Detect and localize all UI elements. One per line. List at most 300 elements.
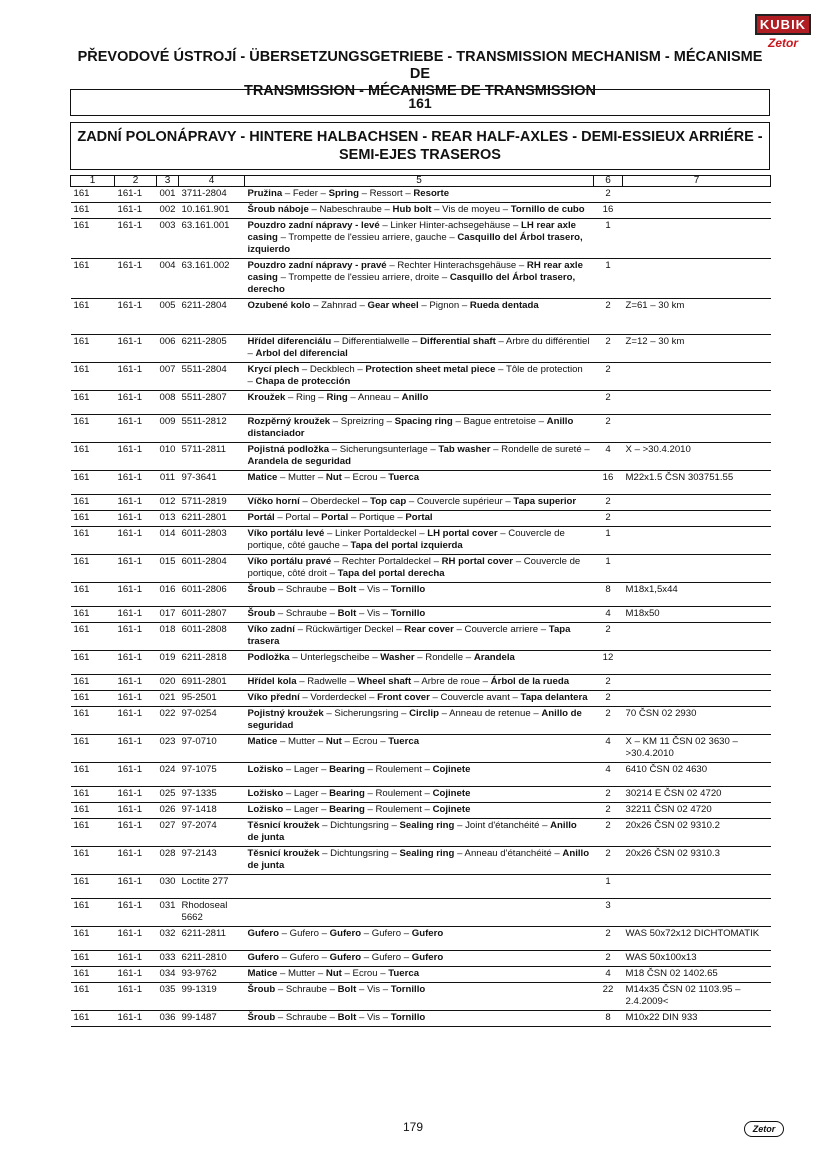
cell-note <box>623 511 771 527</box>
description-rest: – Radwelle – <box>296 676 358 687</box>
cell-note <box>623 495 771 511</box>
cell-quantity: 4 <box>594 763 623 787</box>
cell-quantity: 3 <box>594 899 623 927</box>
description-es: Arandela <box>473 652 515 663</box>
cell-position: 015 <box>157 555 179 583</box>
description-rest2: – Rondelle de sureté – <box>490 444 590 455</box>
cell-group: 161 <box>71 391 115 415</box>
table-row <box>71 623 771 651</box>
description-rest: – Sicherungsring – <box>323 708 410 719</box>
description-en: Bolt <box>337 984 357 995</box>
cell-quantity: 2 <box>594 675 623 691</box>
cell-note: 70 ČSN 02 2930 <box>623 707 771 735</box>
cell-part-number: 97-1335 <box>179 787 245 803</box>
cell-group: 161 <box>71 675 115 691</box>
description-cz: Pružina <box>247 188 283 199</box>
cell-quantity: 2 <box>594 691 623 707</box>
cell-position: 011 <box>157 471 179 495</box>
cell-figure: 161-1 <box>115 967 157 983</box>
cell-figure: 161-1 <box>115 927 157 951</box>
cell-quantity: 2 <box>594 391 623 415</box>
cell-description <box>245 443 594 471</box>
description-rest: – Lager – <box>283 804 330 815</box>
zetor-logo: Zetor <box>768 36 798 50</box>
cell-position: 034 <box>157 967 179 983</box>
cell-position: 006 <box>157 335 179 363</box>
description-rest: – Unterlegscheibe – <box>289 652 381 663</box>
description-cz: Ložisko <box>247 804 284 815</box>
cell-position: 005 <box>157 299 179 335</box>
description-en: Wheel shaft <box>357 676 412 687</box>
description-rest2: – Arbre du différentiel – <box>247 336 590 359</box>
description-rest2: – Vis – <box>356 608 391 619</box>
cell-position: 036 <box>157 1011 179 1027</box>
description-es: Anillo distanciador <box>247 416 574 439</box>
cell-figure: 161-1 <box>115 187 157 203</box>
description-en: Bearing <box>329 764 365 775</box>
cell-group: 161 <box>71 983 115 1011</box>
column-header: 3 <box>157 176 179 187</box>
cell-quantity: 1 <box>594 875 623 899</box>
cell-part-number: 97-1075 <box>179 763 245 787</box>
description-es: Anillo <box>401 392 429 403</box>
description-es: Tuerca <box>388 736 420 747</box>
description-en: LH rear axle casing <box>247 220 576 243</box>
description-en: Gear wheel <box>367 300 419 311</box>
cell-figure: 161-1 <box>115 691 157 707</box>
cell-note <box>623 875 771 899</box>
description-es: Anillo de junta <box>247 848 590 871</box>
description-es: Portal <box>405 512 433 523</box>
cell-group: 161 <box>71 707 115 735</box>
table-row <box>71 203 771 219</box>
cell-note: WAS 50x100x13 <box>623 951 771 967</box>
parts-table <box>70 175 771 1027</box>
cell-note: Z=61 – 30 km <box>623 299 771 335</box>
cell-position: 023 <box>157 735 179 763</box>
table-row <box>71 299 771 335</box>
cell-group: 161 <box>71 763 115 787</box>
cell-position: 020 <box>157 675 179 691</box>
cell-part-number: 6011-2807 <box>179 607 245 623</box>
description-rest2: – Roulement – <box>364 764 433 775</box>
description-cz: Ozubené kolo <box>247 300 311 311</box>
cell-group: 161 <box>71 203 115 219</box>
description-cz: Pojistný kroužek <box>247 708 324 719</box>
table-row <box>71 927 771 951</box>
cell-group: 161 <box>71 787 115 803</box>
description-rest: – Schraube – <box>275 584 338 595</box>
cell-description <box>245 259 594 299</box>
description-rest: – Sicherungsunterlage – <box>329 444 439 455</box>
description-es: Tornillo de cubo <box>510 204 585 215</box>
description-rest: – Linker Hinter-achsegehäuse – <box>379 220 522 231</box>
table-row <box>71 707 771 735</box>
cell-position: 033 <box>157 951 179 967</box>
table-row <box>71 495 771 511</box>
cell-description <box>245 219 594 259</box>
cell-part-number: 99-1319 <box>179 983 245 1011</box>
description-es: Cojinete <box>432 764 471 775</box>
table-row <box>71 415 771 443</box>
description-rest2: – Couvercle arriere – <box>453 624 549 635</box>
description-rest: – Deckblech – <box>299 364 366 375</box>
table-row <box>71 819 771 847</box>
description-cz: Víko portálu levé <box>247 528 325 539</box>
cell-position: 027 <box>157 819 179 847</box>
table-row <box>71 899 771 927</box>
cell-position: 012 <box>157 495 179 511</box>
description-rest: – Dichtungsring – <box>319 820 400 831</box>
table-row <box>71 763 771 787</box>
cell-note: M22x1.5 ČSN 303751.55 <box>623 471 771 495</box>
cell-description <box>245 203 594 219</box>
description-cz: Těsnicí kroužek <box>247 848 320 859</box>
section-title-line2: SEMI-EJES TRASEROS <box>339 147 501 163</box>
description-es: Arandela de seguridad <box>247 456 351 467</box>
cell-position: 009 <box>157 415 179 443</box>
cell-figure: 161-1 <box>115 219 157 259</box>
cell-group: 161 <box>71 691 115 707</box>
description-rest: – Lager – <box>283 764 330 775</box>
table-row <box>71 511 771 527</box>
cell-quantity: 2 <box>594 335 623 363</box>
cell-description <box>245 875 594 899</box>
cell-quantity: 22 <box>594 983 623 1011</box>
description-rest2: – Vis de moyeu – <box>431 204 511 215</box>
cell-part-number: 6211-2811 <box>179 927 245 951</box>
table-row <box>71 335 771 363</box>
kubik-zetor-logo <box>755 14 811 50</box>
description-es: Anillo de junta <box>247 820 577 843</box>
description-rest2: – Anneau de retenue – <box>438 708 542 719</box>
table-row <box>71 967 771 983</box>
cell-part-number: 97-2143 <box>179 847 245 875</box>
description-es: Resorte <box>413 188 450 199</box>
description-en: Hub bolt <box>392 204 432 215</box>
cell-note: 32211 ČSN 02 4720 <box>623 803 771 819</box>
table-row <box>71 527 771 555</box>
table-row <box>71 651 771 675</box>
cell-group: 161 <box>71 187 115 203</box>
table-row <box>71 443 771 471</box>
cell-note: M14x35 ČSN 02 1103.95 – 2.4.2009< <box>623 983 771 1011</box>
description-rest2: – Gufero – <box>361 952 412 963</box>
cell-description <box>245 299 594 335</box>
cell-figure: 161-1 <box>115 259 157 299</box>
cell-description <box>245 967 594 983</box>
cell-quantity: 2 <box>594 187 623 203</box>
description-cz: Šroub <box>247 1012 276 1023</box>
description-rest2: – Bague entretoise – <box>452 416 547 427</box>
cell-part-number: 6211-2804 <box>179 299 245 335</box>
description-es: Tornillo <box>390 584 426 595</box>
cell-note: M10x22 DIN 933 <box>623 1011 771 1027</box>
column-header: 1 <box>71 176 115 187</box>
description-rest: – Lager – <box>283 788 330 799</box>
cell-note: X – >30.4.2010 <box>623 443 771 471</box>
cell-position: 032 <box>157 927 179 951</box>
page-title-line2: TRANSMISSION - MÉCANISME DE TRANSMISSION <box>243 83 597 99</box>
cell-figure: 161-1 <box>115 983 157 1011</box>
description-cz: Matice <box>247 472 278 483</box>
table-row <box>71 875 771 899</box>
cell-group: 161 <box>71 967 115 983</box>
cell-figure: 161-1 <box>115 707 157 735</box>
cell-group: 161 <box>71 363 115 391</box>
cell-quantity: 2 <box>594 951 623 967</box>
cell-figure: 161-1 <box>115 763 157 787</box>
cell-part-number: Rhodoseal 5662 <box>179 899 245 927</box>
cell-figure: 161-1 <box>115 391 157 415</box>
cell-quantity: 2 <box>594 927 623 951</box>
cell-figure: 161-1 <box>115 875 157 899</box>
cell-quantity: 2 <box>594 363 623 391</box>
description-rest: – Mutter – <box>277 472 326 483</box>
description-rest2: – Vis – <box>356 984 391 995</box>
cell-description <box>245 555 594 583</box>
cell-description <box>245 363 594 391</box>
cell-figure: 161-1 <box>115 819 157 847</box>
column-header: 4 <box>179 176 245 187</box>
cell-group: 161 <box>71 875 115 899</box>
cell-description <box>245 471 594 495</box>
description-en: Spacing ring <box>394 416 453 427</box>
cell-group: 161 <box>71 623 115 651</box>
description-en: Gufero <box>329 952 362 963</box>
cell-note: WAS 50x72x12 DICHTOMATIK <box>623 927 771 951</box>
description-rest: – Portal – <box>274 512 322 523</box>
cell-note <box>623 391 771 415</box>
cell-figure: 161-1 <box>115 511 157 527</box>
cell-figure: 161-1 <box>115 555 157 583</box>
cell-quantity: 2 <box>594 787 623 803</box>
cell-part-number: 5711-2819 <box>179 495 245 511</box>
description-es: Tapa del portal derecha <box>337 568 445 579</box>
description-cz: Portál <box>247 512 275 523</box>
cell-group: 161 <box>71 607 115 623</box>
cell-part-number: 5511-2804 <box>179 363 245 391</box>
column-header: 6 <box>594 176 623 187</box>
cell-description <box>245 847 594 875</box>
description-es: Rueda dentada <box>469 300 539 311</box>
cell-description <box>245 583 594 607</box>
cell-part-number: 6011-2808 <box>179 623 245 651</box>
cell-position: 026 <box>157 803 179 819</box>
column-header: 5 <box>245 176 594 187</box>
page-title-line1: PŘEVODOVÉ ÚSTROJÍ - ÜBERSETZUNGSGETRIEBE - TRANSMISSION MECHANISM - MÉCANISME DE <box>77 49 763 82</box>
cell-group: 161 <box>71 555 115 583</box>
cell-part-number: 5511-2812 <box>179 415 245 443</box>
description-rest: – Spreizring – <box>330 416 395 427</box>
description-rest2: – Portique – <box>348 512 406 523</box>
description-cz: Matice <box>247 968 278 979</box>
cell-note: 20x26 ČSN 02 9310.3 <box>623 847 771 875</box>
description-en: Tab washer <box>438 444 491 455</box>
description-es: Tapa delantera <box>520 692 588 703</box>
cell-description <box>245 763 594 787</box>
cell-note <box>623 651 771 675</box>
cell-quantity: 4 <box>594 735 623 763</box>
cell-description <box>245 787 594 803</box>
cell-note: M18 ČSN 02 1402.65 <box>623 967 771 983</box>
description-rest2: – Couvercle de portique, côté gauche – <box>247 528 565 551</box>
cell-figure: 161-1 <box>115 803 157 819</box>
description-cz: Ložisko <box>247 764 284 775</box>
table-row <box>71 691 771 707</box>
description-es: Árbol de la rueda <box>490 676 570 687</box>
table-row <box>71 187 771 203</box>
description-rest: – Dichtungsring – <box>319 848 400 859</box>
cell-group: 161 <box>71 899 115 927</box>
cell-quantity: 16 <box>594 203 623 219</box>
cell-group: 161 <box>71 335 115 363</box>
cell-part-number: 97-0254 <box>179 707 245 735</box>
cell-group: 161 <box>71 651 115 675</box>
table-row <box>71 471 771 495</box>
cell-description <box>245 415 594 443</box>
description-cz: Kroužek <box>247 392 286 403</box>
cell-figure: 161-1 <box>115 299 157 335</box>
description-en: Front cover <box>377 692 430 703</box>
cell-part-number: 95-2501 <box>179 691 245 707</box>
cell-group: 161 <box>71 511 115 527</box>
description-en: Sealing ring <box>399 820 455 831</box>
cell-note <box>623 555 771 583</box>
table-row <box>71 607 771 623</box>
table-row <box>71 847 771 875</box>
description-cz: Pouzdro zadní nápravy - levé <box>247 220 380 231</box>
cell-figure: 161-1 <box>115 335 157 363</box>
cell-quantity: 4 <box>594 443 623 471</box>
cell-quantity: 2 <box>594 847 623 875</box>
cell-part-number: 3711-2804 <box>179 187 245 203</box>
cell-group: 161 <box>71 735 115 763</box>
cell-position: 010 <box>157 443 179 471</box>
description-en: Ring <box>326 392 348 403</box>
description-es: Tuerca <box>388 472 420 483</box>
cell-description <box>245 651 594 675</box>
cell-part-number: 97-1418 <box>179 803 245 819</box>
description-cz: Podložka <box>247 652 290 663</box>
cell-position: 004 <box>157 259 179 299</box>
cell-figure: 161-1 <box>115 675 157 691</box>
table-row <box>71 1011 771 1027</box>
cell-note <box>623 203 771 219</box>
cell-quantity: 8 <box>594 1011 623 1027</box>
cell-figure: 161-1 <box>115 471 157 495</box>
description-en: Bolt <box>337 608 357 619</box>
cell-part-number: 6211-2810 <box>179 951 245 967</box>
table-row <box>71 555 771 583</box>
cell-description <box>245 951 594 967</box>
cell-description <box>245 495 594 511</box>
description-en: Bolt <box>337 1012 357 1023</box>
cell-quantity: 1 <box>594 259 623 299</box>
description-en: Rear cover <box>404 624 454 635</box>
description-rest2: – Trompette de l'essieu arriere, droite – <box>277 272 450 283</box>
cell-position: 024 <box>157 763 179 787</box>
table-row <box>71 219 771 259</box>
description-es: Cojinete <box>432 788 471 799</box>
description-en: Nut <box>325 968 342 979</box>
description-en: Bolt <box>337 584 357 595</box>
cell-figure: 161-1 <box>115 1011 157 1027</box>
description-rest: – Rechter Hinterachsgehäuse – <box>386 260 527 271</box>
cell-note <box>623 899 771 927</box>
table-row <box>71 983 771 1011</box>
description-cz: Těsnicí kroužek <box>247 820 320 831</box>
description-rest2: – Tôle de protection – <box>247 364 583 387</box>
cell-part-number: 99-1487 <box>179 1011 245 1027</box>
description-rest2: – Ecrou – <box>341 736 389 747</box>
cell-quantity: 2 <box>594 803 623 819</box>
table-row <box>71 803 771 819</box>
cell-description <box>245 735 594 763</box>
description-rest: – Rechter Portaldeckel – <box>331 556 442 567</box>
cell-position: 021 <box>157 691 179 707</box>
description-rest2: – Roulement – <box>364 804 433 815</box>
description-en: Nut <box>325 472 342 483</box>
cell-description <box>245 335 594 363</box>
description-rest2: – Anneau d'étanchéité – <box>454 848 563 859</box>
cell-part-number: 6911-2801 <box>179 675 245 691</box>
cell-quantity: 4 <box>594 967 623 983</box>
cell-note <box>623 675 771 691</box>
cell-description <box>245 983 594 1011</box>
description-en: Sealing ring <box>399 848 455 859</box>
description-cz: Krycí plech <box>247 364 300 375</box>
cell-position: 035 <box>157 983 179 1011</box>
cell-part-number: 63.161.002 <box>179 259 245 299</box>
description-rest2: – Couvercle de portique, côté droit – <box>247 556 581 579</box>
description-rest: – Oberdeckel – <box>299 496 371 507</box>
description-en: RH rear axle casing <box>247 260 583 283</box>
description-rest: – Mutter – <box>277 736 326 747</box>
cell-description <box>245 927 594 951</box>
description-cz: Víko přední <box>247 692 300 703</box>
kubik-logo: KUBIK <box>755 14 811 35</box>
cell-group: 161 <box>71 219 115 259</box>
cell-quantity: 2 <box>594 707 623 735</box>
description-en: Protection sheet metal piece <box>365 364 496 375</box>
description-rest: – Linker Portaldeckel – <box>324 528 428 539</box>
description-cz: Šroub <box>247 608 276 619</box>
cell-note <box>623 219 771 259</box>
description-cz: Víčko horní <box>247 496 300 507</box>
cell-position: 022 <box>157 707 179 735</box>
cell-position: 014 <box>157 527 179 555</box>
cell-note <box>623 691 771 707</box>
description-rest2: – Couvercle supérieur – <box>406 496 514 507</box>
cell-part-number: 97-3641 <box>179 471 245 495</box>
cell-quantity: 2 <box>594 299 623 335</box>
table-row <box>71 951 771 967</box>
cell-quantity: 1 <box>594 527 623 555</box>
description-es: Gufero <box>411 952 444 963</box>
cell-position: 013 <box>157 511 179 527</box>
description-es: Arbol del diferencial <box>255 348 348 359</box>
description-es: Tuerca <box>388 968 420 979</box>
cell-part-number: 6211-2818 <box>179 651 245 675</box>
table-body <box>71 187 771 1027</box>
cell-note <box>623 187 771 203</box>
cell-position: 002 <box>157 203 179 219</box>
description-rest2: – Vis – <box>356 584 391 595</box>
cell-part-number: Loctite 277 <box>179 875 245 899</box>
zetor-footer-logo: Zetor <box>744 1121 784 1137</box>
cell-note: Z=12 – 30 km <box>623 335 771 363</box>
